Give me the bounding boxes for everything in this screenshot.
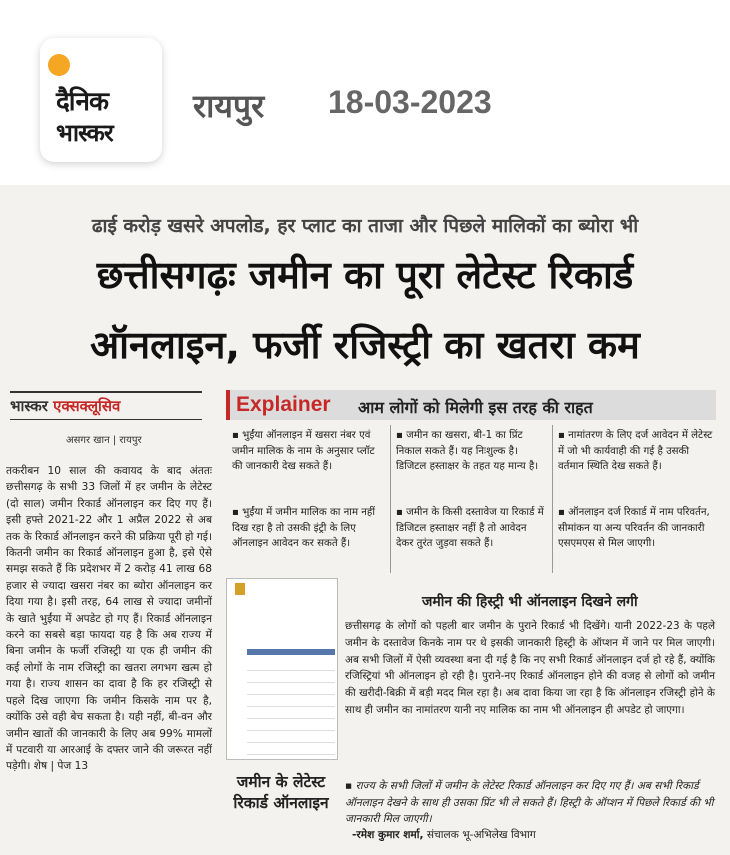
explainer-point: ▪ जमीन के किसी दस्तावेज या रिकार्ड में डिजिटल हस्ताक्षर नहीं है तो आवेदन देकर तुरंत जुड़वा सकते हैं।	[396, 507, 544, 550]
sun-icon	[48, 54, 70, 76]
sidebox-caption: जमीन के लेटेस्ट रिकार्ड ऑनलाइन	[233, 773, 329, 812]
point-text: भुईंया ऑनलाइन में खसरा नंबर एवं जमीन मालिक के नाम के अनुसार प्लॉट की जानकारी देख सकते हैं।	[232, 430, 375, 473]
exclusive-tag	[10, 391, 202, 420]
column-divider	[552, 425, 553, 573]
edition-date: 18-03-2023	[328, 84, 492, 120]
portal-menu-row	[247, 697, 335, 707]
explainer-point: ▪ भुईंया में जमीन मालिक का नाम नहीं दिख रहा है तो उसकी इंट्री के लिए ऑनलाइन आवेदन कर सकते हैं।	[232, 507, 375, 550]
explainer-point: ▪ भुईंया ऑनलाइन में खसरा नंबर एवं जमीन मालिक के नाम के अनुसार प्लॉट की जानकारी देख सकते हैं।	[232, 430, 375, 473]
edition-city: रायपुर	[193, 87, 265, 125]
quote-role: संचालक भू-अभिलेख विभाग	[426, 829, 536, 841]
point-text: जमीन के किसी दस्तावेज या रिकार्ड में डिजिटल हस्ताक्षर नहीं है तो आवेदन देकर तुरंत जुड़वा सकते हैं।	[396, 507, 544, 550]
app-header	[0, 0, 730, 185]
explainer-point: ▪ जमीन का खसरा, बी-1 का प्रिंट निकाल सकते हैं। यह निःशुल्क है। डिजिटल हस्ताक्षर के तहत यह मान्य है।	[396, 430, 539, 473]
main-story-body: तकरीबन 10 साल की कवायद के बाद अंततः छत्तीसगढ़ के सभी 33 जिलों में हर जमीन के लेटेस्ट (दो साल) जमीन रिकार्ड ऑनलाइन कर दिए गए हैं। इसी हफ्ते 2021-22 और 1 अप्रैल 2022 से अब तक के रिकार्ड ऑनलाइन करने की प्रक्रिया पूरी हो गई। कितनी जमीन का रिकार्ड ऑनलाइन हुआ है, इसे ऐसे समझ सकते हैं कि प्रदेशभर में 2 करोड़ 41 लाख 68 हजार से ज्यादा खसरा नंबर का ब्योरा ऑनलाइन कर दिया गया है। इसी तरह, 64 लाख से ज्यादा जमीनों के खाते भुईंया में अपडेट हो गए हैं। रिकार्ड ऑनलाइन करने का सबसे बड़ा फायदा यह है कि अब राज्य में बिना जमीन के फर्जी रजिस्ट्री या एक ही जमीन की कई लोगों के नाम रजिस्ट्री का खतरा लगभग खत्म हो गया है। राज्य शासन का दावा है कि हर रजिस्ट्री से पहले दिख जाएगा कि जमीन किसके नाम पर है, क्योंकि उसे वही बेच सकता है। यही नहीं, बी-वन और जमीन खातों की जानकारी के लिए अब 99% मामलों में पटवारी या आरआई के दफ्तर जाने की जरूरत नहीं पड़ेगी। शेष | पेज 13	[6, 465, 212, 773]
dainik-bhaskar-logo[interactable]	[40, 38, 162, 162]
headline-line-1: छत्तीसगढ़ः जमीन का पूरा लेटेस्ट रिकार्ड	[96, 253, 634, 297]
explainer-banner	[226, 390, 716, 420]
byline: असगर खान | रायपुर	[66, 435, 142, 446]
article-kicker: ढाई करोड़ खसरे अपलोड, हर प्लाट का ताजा और पिछले मालिकों का ब्योरा भी	[91, 215, 639, 237]
portal-menu-row	[247, 709, 335, 719]
quote-author: -रमेश कुमार शर्मा,	[352, 829, 424, 841]
portal-menu-row	[247, 673, 335, 683]
explainer-title: आम लोगों को मिलेगी इस तरह की राहत	[358, 398, 593, 417]
portal-menu-row	[247, 721, 335, 731]
history-body: छत्तीसगढ़ के लोगों को पहली बार जमीन के पुराने रिकार्ड भी दिखेंगे। यानी 2022-23 के पहले जमीन के दस्तावेज किनके नाम पर थे इसकी जानकारी हिस्ट्री के ऑप्शन में जाने पर मिल जाएगी। अब सभी जिलों में ऐसी व्यवस्था बना दी गई है कि नए सभी रिकार्ड ऑनलाइन दर्ज हो रहे हैं, क्योंकि रजिस्ट्रियां भी ऑनलाइन हो रही है। पुराने-नए रिकार्ड ऑनलाइन होने की वजह से लोगों को जमीन की खरीदी-बिक्री में बड़ी मदद मिल रहा है। अब दावा किया जा रहा है कि ऑनलाइन रजिस्ट्री होने के साथ ही जमीन का नामांतरण यानी नए मालिक का नाम भी ऑनलाइन ही अपडेट हो जाएगा।	[345, 620, 715, 716]
portal-menu-row	[247, 661, 335, 671]
quote-attribution	[352, 828, 536, 842]
portal-menu-row	[247, 745, 335, 755]
headline-line-2: ऑनलाइन, फर्जी रजिस्ट्री का खतरा कम	[90, 323, 640, 367]
news-clipping[interactable]	[0, 185, 730, 855]
main-story-column	[0, 385, 222, 855]
quote-text: राज्य के सभी जिलों में जमीन के लेटेस्ट रिकार्ड ऑनलाइन कर दिए गए हैं। अब सभी रिकार्ड ऑनलाइन देखने के साथ ही उसका प्रिंट भी ले सकते हैं। हिस्ट्री के ऑप्शन में पिछले रिकार्ड की भी जानकारी मिल जाएगी।	[345, 780, 714, 826]
bhuiyan-portal-screenshot	[226, 578, 338, 760]
portal-emblem-icon	[235, 583, 245, 595]
point-text: नामांतरण के लिए दर्ज आवेदन में लेटेस्ट में जो भी कार्यवाही की गई है उसकी वर्तमान स्थिति देख सकते हैं।	[558, 430, 713, 473]
explainer-label: Explainer	[236, 393, 331, 416]
point-text: ऑनलाइन दर्ज रिकार्ड में नाम परिवर्तन, सीमांकन या अन्य परिवर्तन की जानकारी एसएमएस से मिल जाएगी।	[558, 507, 710, 550]
portal-menu-bar	[247, 649, 335, 655]
exclusive-brand: भास्कर	[10, 397, 48, 415]
portal-menu-row	[247, 733, 335, 743]
history-heading: जमीन की हिस्ट्री भी ऑनलाइन दिखने लगी	[422, 594, 638, 610]
official-quote: ▪ राज्य के सभी जिलों में जमीन के लेटेस्ट रिकार्ड ऑनलाइन कर दिए गए हैं। अब सभी रिकार्ड ऑनलाइन देखने के साथ ही उसका प्रिंट भी ले सकते हैं। हिस्ट्री के ऑप्शन में पिछले रिकार्ड की भी जानकारी मिल जाएगी।	[345, 780, 714, 826]
point-text: जमीन का खसरा, बी-1 का प्रिंट निकाल सकते हैं। यह निःशुल्क है। डिजिटल हस्ताक्षर के तहत यह मान्य है।	[396, 430, 539, 473]
logo-line-2: भास्कर	[56, 119, 113, 147]
exclusive-label: एक्सक्लूसिव	[53, 397, 121, 415]
explainer-point: ▪ नामांतरण के लिए दर्ज आवेदन में लेटेस्ट में जो भी कार्यवाही की गई है उसकी वर्तमान स्थिति देख सकते हैं।	[558, 430, 713, 473]
point-text: भुईंया में जमीन मालिक का नाम नहीं दिख रहा है तो उसकी इंट्री के लिए ऑनलाइन आवेदन कर सकते हैं।	[232, 507, 375, 550]
logo-line-1: दैनिक	[56, 87, 108, 117]
column-divider	[390, 425, 391, 573]
portal-menu-row	[247, 685, 335, 695]
explainer-point: ▪ ऑनलाइन दर्ज रिकार्ड में नाम परिवर्तन, सीमांकन या अन्य परिवर्तन की जानकारी एसएमएस से मिल जाएगी।	[558, 507, 710, 550]
